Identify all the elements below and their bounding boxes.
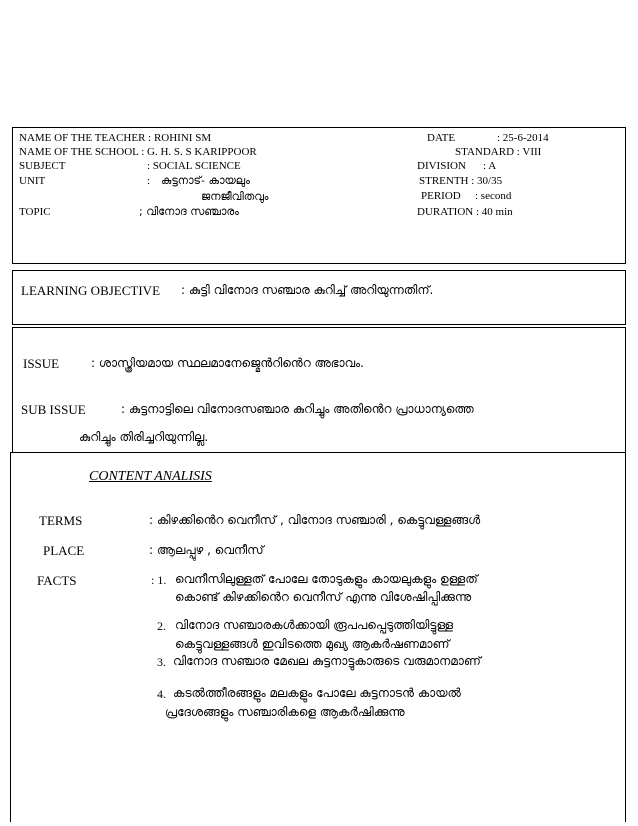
unit-colon: : bbox=[147, 175, 151, 187]
sub-issue-value-line2: കുറിച്ചും തിരിച്ചറിയുന്നില്ല. bbox=[79, 430, 209, 444]
unit-value-line1: കുട്ടനാട്- കായലും bbox=[161, 174, 250, 187]
date-label: DATE bbox=[427, 132, 456, 144]
fact-line: കൊണ്ട് കിഴക്കിൻെറ വെനീസ് എന്നു വിശേഷിപ്പിക്കുന്നു bbox=[175, 590, 472, 604]
issue-label: ISSUE bbox=[23, 356, 60, 371]
date-value: : 25-6-2014 bbox=[497, 132, 549, 144]
content-heading: CONTENT ANALISIS bbox=[89, 469, 212, 484]
subject-value: : SOCIAL SCIENCE bbox=[147, 160, 241, 172]
school-name: NAME OF THE SCHOOL : G. H. S. S KARIPPOOR bbox=[19, 146, 257, 158]
subject-label: SUBJECT bbox=[19, 160, 66, 172]
fact-line: പ്രദേശങ്ങളും സഞ്ചാരികളെ ആകർഷിക്കുന്നു bbox=[165, 705, 405, 719]
fact-number: 2. bbox=[157, 619, 166, 633]
fact-number: : 1. bbox=[151, 573, 167, 587]
terms-value: : കിഴക്കിൻെറ വെനീസ് , വിനോദ സഞ്ചാരി , കെട്ടുവള്ളങ്ങൾ bbox=[149, 513, 481, 527]
lesson-header-box bbox=[12, 127, 626, 264]
terms-label: TERMS bbox=[39, 513, 83, 528]
unit-label: UNIT bbox=[19, 175, 46, 187]
division-value: : A bbox=[483, 160, 497, 172]
content-analysis-box bbox=[10, 452, 626, 822]
period-value: : second bbox=[475, 190, 512, 202]
topic-value: ; വിനോദ സഞ്ചാരം bbox=[139, 205, 239, 218]
fact-number: 3. bbox=[157, 655, 166, 669]
place-label: PLACE bbox=[43, 543, 85, 558]
fact-line: വെനീസിലുള്ളത് പോലേ തോടുകളും കായലുകളും ഉള്ളത് bbox=[175, 572, 478, 586]
division-label: DIVISION bbox=[417, 160, 466, 172]
sub-issue-value-line1: : കുട്ടനാട്ടിലെ വിനോദസഞ്ചാര കുറിച്ചും അതിൻെറ പ്രാധാന്യത്തെ bbox=[121, 402, 474, 416]
fact-line: വിനോദ സഞ്ചാരകൾക്കായി രൂപപപ്പെടുത്തിയിട്ടുള്ള bbox=[175, 618, 453, 632]
fact-number: 4. bbox=[157, 687, 166, 701]
teacher-name: NAME OF THE TEACHER : ROHINI SM bbox=[19, 132, 212, 144]
period-label: PERIOD bbox=[421, 190, 461, 202]
objective-value: : കുട്ടി വിനോദ സഞ്ചാര കുറിച്ച് അറിയുന്നതിന്. bbox=[181, 283, 434, 297]
fact-line: കെട്ടുവള്ളങ്ങൾ ഇവിടത്തെ മുഖ്യ ആകർഷണമാണ് bbox=[175, 637, 450, 651]
learning-objective-box bbox=[12, 270, 626, 325]
place-value: : ആലപ്പുഴ , വെനീസ് bbox=[149, 543, 264, 557]
topic-label: TOPIC bbox=[19, 206, 51, 218]
sub-issue-label: SUB ISSUE bbox=[21, 402, 86, 417]
facts-label: FACTS bbox=[37, 573, 77, 588]
issue-value: : ശാസ്ത്രിയമായ സ്ഥലമാനേജ്മെൻറിൻെറ അഭാവം. bbox=[91, 356, 364, 370]
fact-line: കടൽത്തീരങ്ങളും മലകളും പോലേ കുട്ടനാടൻ കായൽ bbox=[173, 686, 461, 700]
objective-label: LEARNING OBJECTIVE bbox=[21, 283, 161, 298]
strength: STRENTH : 30/35 bbox=[419, 175, 503, 187]
issue-box bbox=[12, 327, 626, 453]
standard: STANDARD : VIII bbox=[455, 146, 542, 158]
unit-value-line2: ജനജീവിതവും bbox=[201, 190, 269, 203]
duration: DURATION : 40 min bbox=[417, 206, 513, 218]
fact-line: വിനോദ സഞ്ചാര മേഖല കുട്ടനാട്ടുകാരുടെ വരുമാനമാണ് bbox=[173, 654, 481, 668]
